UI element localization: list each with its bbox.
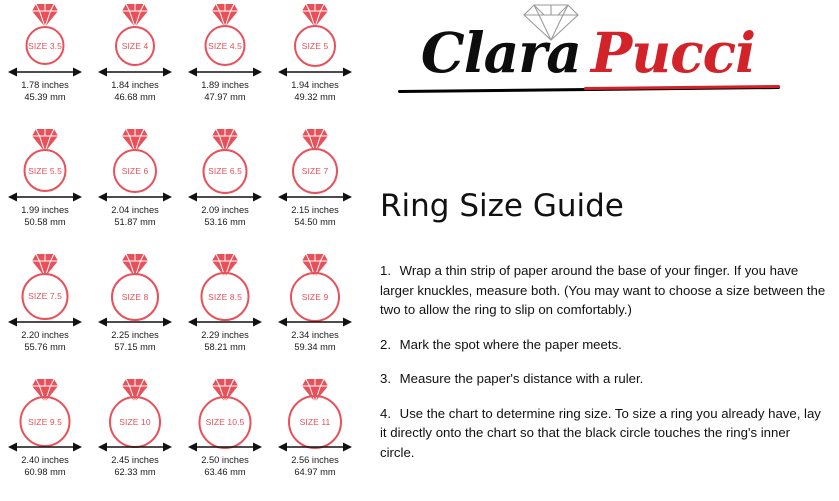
diameter-mm: 64.97 mm: [294, 466, 336, 477]
ring-size-label: SIZE 9.5: [28, 416, 62, 427]
diameter-inches: 1.94 inches: [291, 80, 339, 90]
ring-size-label: SIZE 7.5: [28, 291, 62, 302]
ring-size-label: SIZE 10.5: [205, 417, 245, 428]
ring-illustration: [0, 0, 90, 62]
ring-size-label: SIZE 4: [121, 40, 149, 51]
right-panel: [368, 0, 839, 501]
diameter-inches: 2.34 inches: [291, 330, 339, 340]
ring-illustration: [0, 250, 90, 312]
measurement-arrow-icon: [8, 316, 82, 328]
diameter-inches: 2.56 inches: [291, 455, 339, 465]
ring-dimensions: [90, 80, 180, 103]
ring-dimensions: [180, 205, 270, 228]
ring-size-cell[interactable]: [90, 250, 180, 375]
ring-illustration: [0, 375, 90, 437]
diameter-inches: 2.20 inches: [21, 330, 69, 340]
diameter-inches: 2.45 inches: [111, 455, 159, 465]
ring-size-cell[interactable]: [180, 250, 270, 375]
measurement-arrow-icon: [278, 191, 352, 203]
ring-dimensions: [0, 205, 90, 228]
ring-size-label: SIZE 3.5: [28, 40, 62, 51]
diameter-mm: 47.97 mm: [204, 91, 246, 102]
step-text: Measure the paper's distance with a ruler.: [396, 371, 644, 387]
ring-size-cell[interactable]: [90, 125, 180, 250]
brand-logo: [378, 2, 798, 102]
ring-size-label: SIZE 5: [301, 40, 329, 51]
diameter-mm: 53.16 mm: [204, 216, 246, 227]
diameter-mm: 63.46 mm: [204, 466, 246, 477]
ring-dimensions: [0, 330, 90, 353]
ring-size-cell[interactable]: [0, 125, 90, 250]
ring-dimensions: [270, 330, 360, 353]
ring-size-label: SIZE 7: [301, 166, 329, 177]
ring-size-chart: [0, 0, 360, 501]
ring-illustration: [180, 250, 270, 312]
diameter-inches: 2.15 inches: [291, 205, 339, 215]
ring-size-label: SIZE 6: [121, 166, 149, 177]
ring-dimensions: [180, 80, 270, 103]
step-text: Use the chart to determine ring size. To size a ring you already have, lay it directly onto the chart so that the black circle touches the ring's inner circle.: [380, 405, 821, 460]
ring-illustration: [180, 125, 270, 187]
ring-size-label: SIZE 9: [301, 291, 329, 302]
diameter-inches: 2.25 inches: [111, 330, 159, 340]
diameter-mm: 58.21 mm: [204, 341, 246, 352]
ring-size-label: SIZE 4.5: [208, 40, 242, 51]
measurement-arrow-icon: [98, 441, 172, 453]
ring-dimensions: [0, 455, 90, 478]
ring-band-circle: [111, 273, 159, 321]
instruction-step: [380, 261, 828, 320]
diameter-inches: 1.78 inches: [21, 80, 69, 90]
instruction-list: [380, 248, 828, 477]
ring-illustration: [180, 0, 270, 62]
ring-dimensions: [90, 205, 180, 228]
gem-icon: [30, 2, 60, 28]
measurement-arrow-icon: [8, 441, 82, 453]
instruction-step: [380, 335, 828, 355]
measurement-arrow-icon: [278, 66, 352, 78]
ring-dimensions: [270, 80, 360, 103]
measurement-arrow-icon: [8, 66, 82, 78]
diameter-inches: 2.04 inches: [111, 205, 159, 215]
diameter-inches: 1.89 inches: [201, 80, 249, 90]
step-text: Mark the spot where the paper meets.: [396, 336, 622, 352]
ring-band-circle: [201, 272, 250, 321]
ring-illustration: [0, 125, 90, 187]
diameter-mm: 60.98 mm: [24, 466, 66, 477]
ring-band-circle: [24, 149, 67, 192]
ring-band-circle: [294, 25, 336, 67]
ring-dimensions: [270, 455, 360, 478]
ring-size-cell[interactable]: [180, 0, 270, 125]
diameter-mm: 50.58 mm: [24, 216, 66, 227]
ring-dimensions: [0, 80, 90, 103]
gem-icon: [120, 2, 150, 28]
diameter-inches: 2.09 inches: [201, 205, 249, 215]
ring-dimensions: [90, 330, 180, 353]
ring-illustration: [90, 125, 180, 187]
ring-size-cell[interactable]: [270, 250, 360, 375]
step-number: 1.: [380, 263, 391, 279]
diameter-inches: 2.40 inches: [21, 455, 69, 465]
ring-size-label: SIZE 10: [119, 417, 151, 428]
measurement-arrow-icon: [188, 66, 262, 78]
step-number: 2.: [380, 336, 391, 352]
ring-band-circle: [113, 149, 157, 193]
ring-size-cell[interactable]: [0, 250, 90, 375]
measurement-arrow-icon: [188, 191, 262, 203]
diameter-inches: 1.84 inches: [111, 80, 159, 90]
ring-band-circle: [26, 26, 65, 65]
ring-band-circle: [115, 26, 155, 66]
measurement-arrow-icon: [98, 316, 172, 328]
measurement-arrow-icon: [278, 441, 352, 453]
diameter-inches: 1.99 inches: [21, 205, 69, 215]
ring-size-cell[interactable]: [0, 375, 90, 500]
ring-illustration: [270, 250, 360, 312]
ring-size-cell[interactable]: [0, 0, 90, 125]
diameter-inches: 2.50 inches: [201, 455, 249, 465]
ring-illustration: [270, 375, 360, 437]
measurement-arrow-icon: [278, 316, 352, 328]
diameter-mm: 49.32 mm: [294, 91, 336, 102]
ring-size-label: SIZE 8: [121, 291, 149, 302]
ring-size-label: SIZE 11: [299, 417, 331, 428]
gem-icon: [210, 2, 240, 28]
ring-dimensions: [180, 330, 270, 353]
diameter-mm: 45.39 mm: [24, 91, 66, 102]
ring-band-circle: [203, 149, 248, 194]
instruction-step: [380, 369, 828, 389]
ring-size-cell[interactable]: [180, 375, 270, 500]
measurement-arrow-icon: [8, 191, 82, 203]
diameter-mm: 55.76 mm: [24, 341, 66, 352]
ring-dimensions: [180, 455, 270, 478]
ring-band-circle: [205, 25, 246, 66]
ring-illustration: [90, 375, 180, 437]
ring-illustration: [90, 0, 180, 62]
ring-illustration: [270, 0, 360, 62]
diameter-mm: 57.15 mm: [114, 341, 156, 352]
ring-size-cell[interactable]: [90, 0, 180, 125]
ring-dimensions: [270, 205, 360, 228]
diameter-inches: 2.29 inches: [201, 330, 249, 340]
ring-size-cell[interactable]: [270, 0, 360, 125]
diameter-mm: 46.68 mm: [114, 91, 156, 102]
ring-band-circle: [20, 396, 71, 447]
step-number: 3.: [380, 371, 391, 387]
instruction-step: [380, 404, 828, 463]
ring-band-circle: [292, 148, 338, 194]
diameter-mm: 54.50 mm: [294, 216, 336, 227]
ring-illustration: [180, 375, 270, 437]
ring-size-label: SIZE 5.5: [28, 165, 62, 176]
diameter-mm: 62.33 mm: [114, 466, 156, 477]
step-text: Wrap a thin strip of paper around the base of your finger. If you have larger knuckles, measure both. (You may want to choose a size between the two to allow the ring to slip on comfortably.): [380, 263, 826, 318]
page-title: Ring Size Guide: [380, 188, 624, 224]
step-number: 4.: [380, 405, 391, 421]
ring-size-cell[interactable]: [90, 375, 180, 500]
brand-first-word: Clara: [420, 20, 581, 85]
ring-size-label: SIZE 8.5: [208, 291, 242, 302]
measurement-arrow-icon: [98, 191, 172, 203]
diameter-mm: 51.87 mm: [114, 216, 156, 227]
ring-size-cell[interactable]: [270, 375, 360, 500]
ring-band-circle: [290, 272, 340, 322]
brand-wordmark: [378, 20, 798, 92]
measurement-arrow-icon: [188, 316, 262, 328]
ring-illustration: [270, 125, 360, 187]
ring-illustration: [90, 250, 180, 312]
ring-dimensions: [90, 455, 180, 478]
measurement-arrow-icon: [188, 441, 262, 453]
measurement-arrow-icon: [98, 66, 172, 78]
ring-size-cell[interactable]: [270, 125, 360, 250]
ring-size-label: SIZE 6.5: [208, 166, 242, 177]
brand-second-word: Pucci: [590, 20, 756, 85]
ring-band-circle: [22, 273, 69, 320]
diameter-mm: 59.34 mm: [294, 341, 336, 352]
ring-size-cell[interactable]: [180, 125, 270, 250]
